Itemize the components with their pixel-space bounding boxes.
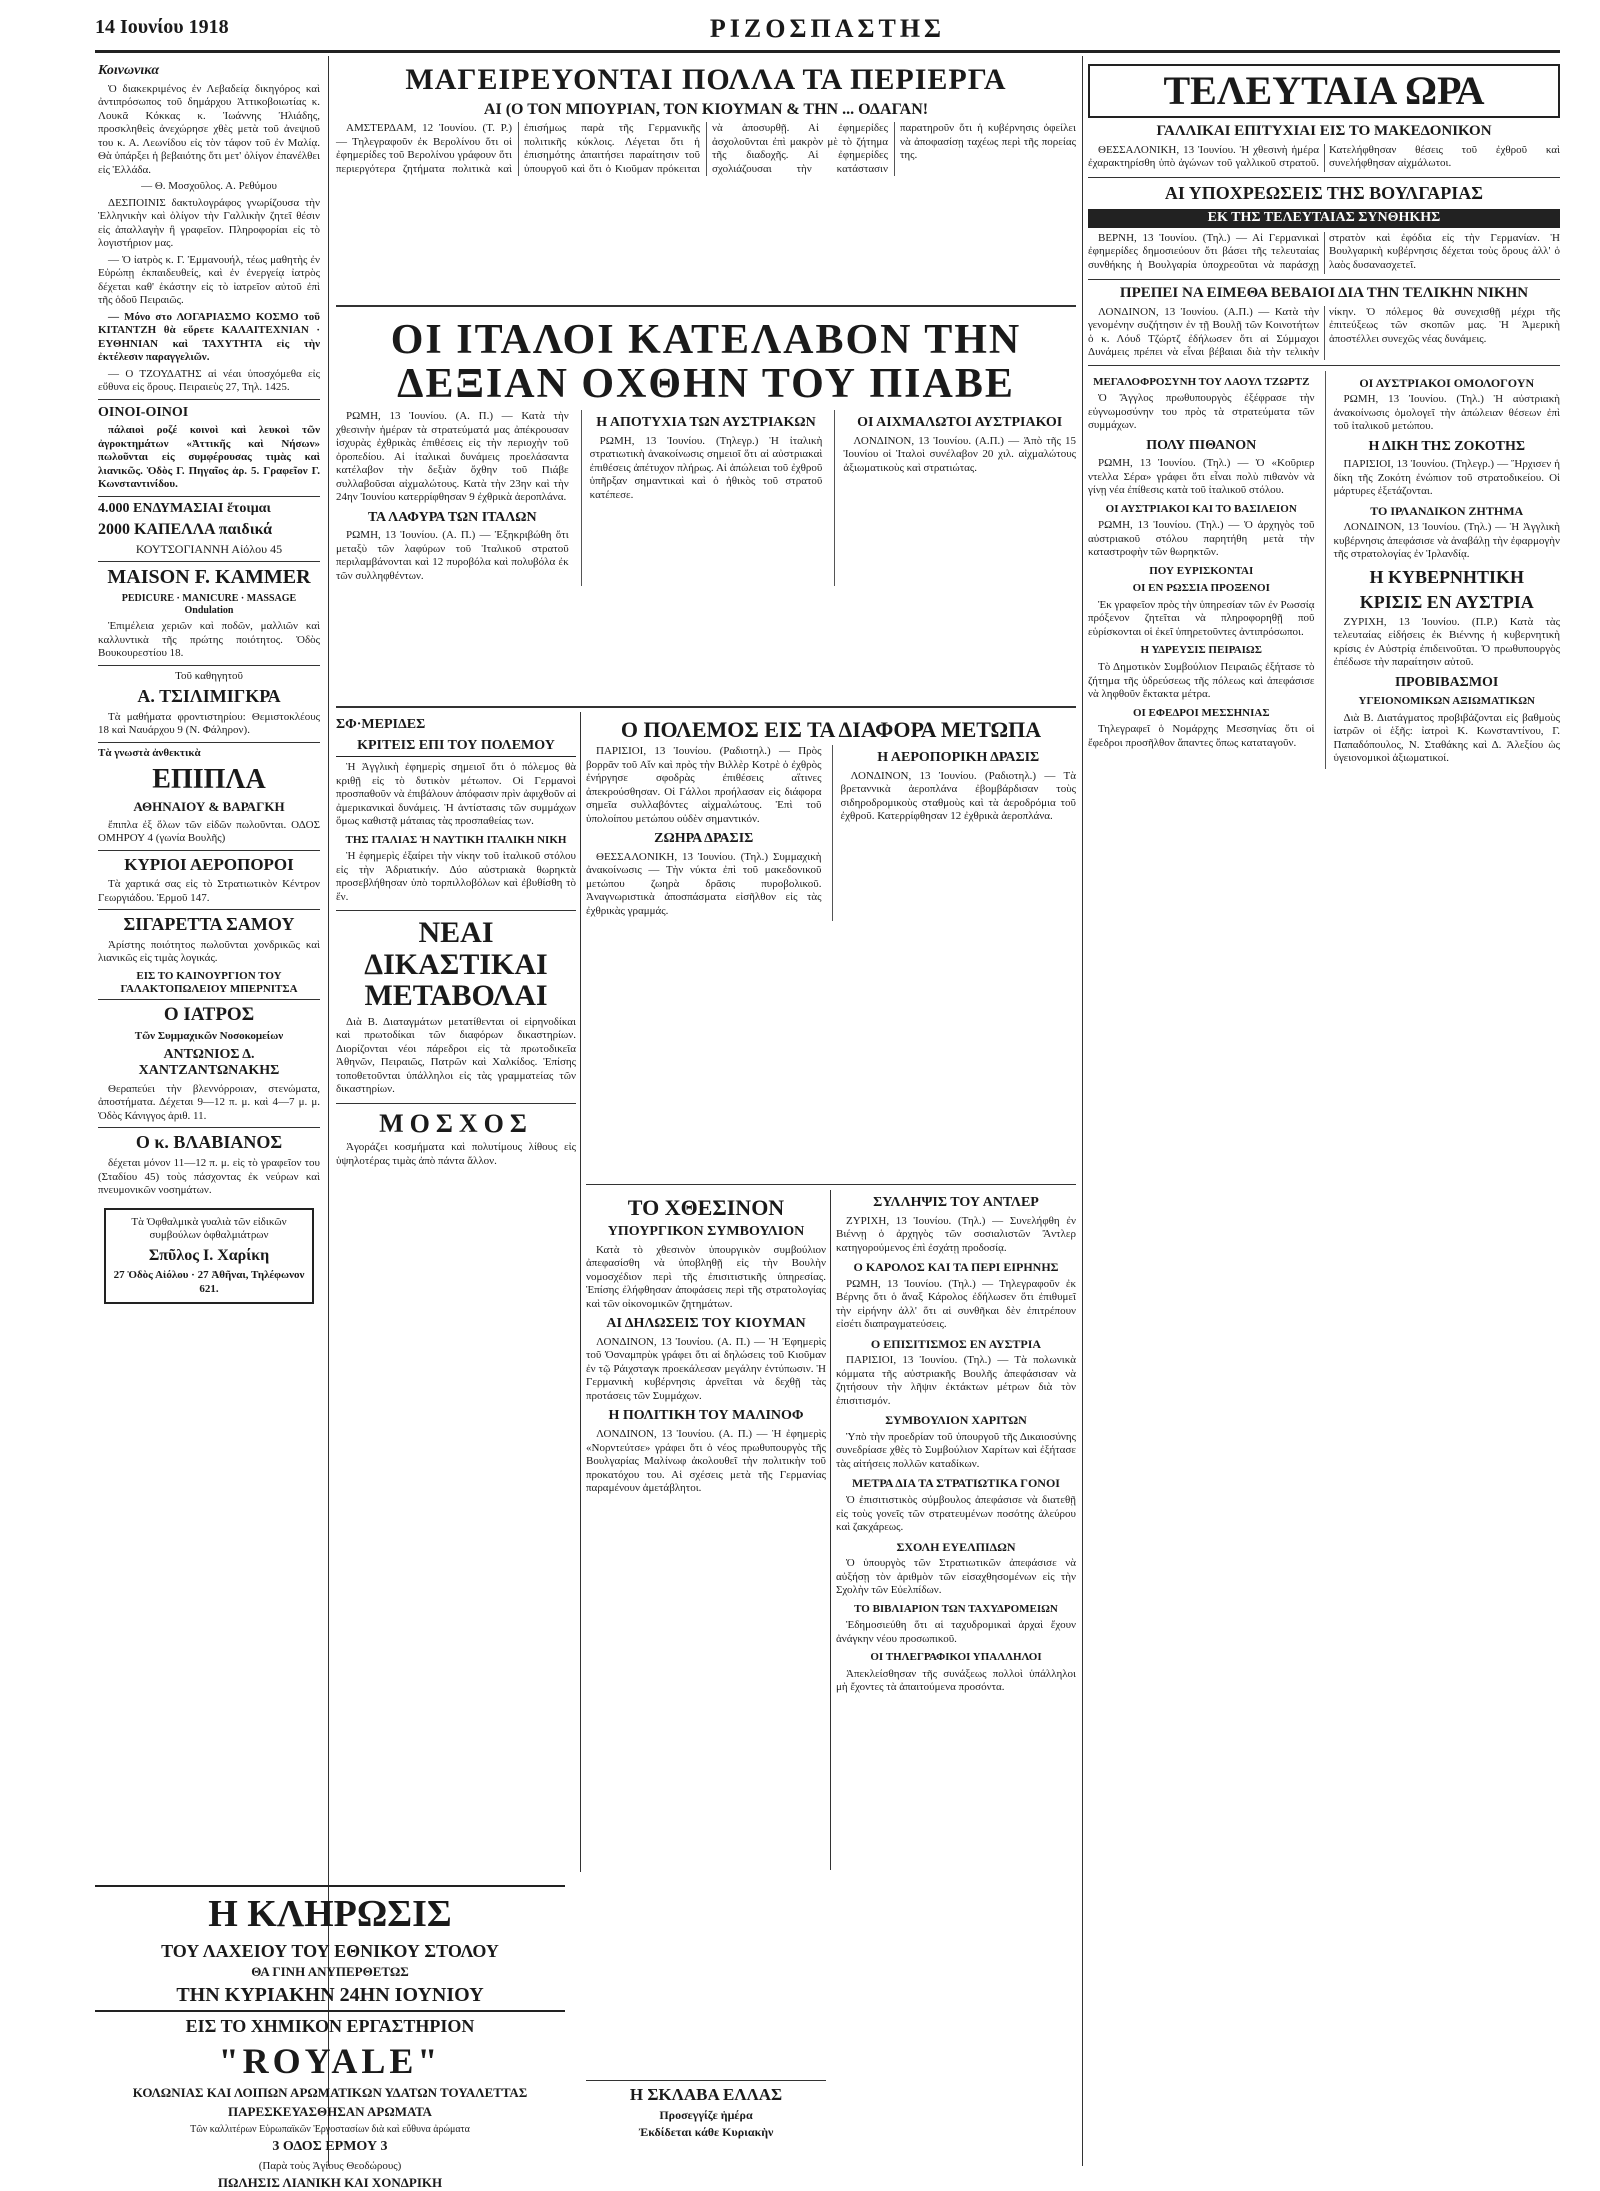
royale-line2: ΠΑΡΕΣΚΕΥΑΣΘΗΣΑΝ ΑΡΩΜΑΤΑ: [228, 2104, 432, 2120]
loot-text: ΡΩΜΗ, 13 Ἰουνίου. (Α. Π.) — Ἐξηκριβώθη ὅτι μεταξὺ τῶν λαφύρων τοῦ Ἰταλικοῦ στρατοῦ περιλαμβάνονται καὶ 12 πυροβόλα καὶ πολυβόλα ἐκ τῶν συλληφθέντων.: [336, 529, 569, 582]
kitantzis-ad: — Μόνο στο ΛΟΓΑΡΙΑΣΜΟ ΚΟΣΜΟ τοῦ ΚΙΤΑΝΤΖΗ θὰ εὕρετε ΚΑΛΑΙΤΕΧΝΙΑΝ · ΕΥΘΗΝΙΑΝ καὶ ΤΑΧΥΤΗΤΑ εἰς τὴν ἐκτέλεσιν παραγγελιῶν.: [98, 310, 320, 364]
aviators-text: Τὰ χαρτικά σας εἰς τὸ Στρατιωτικὸν Κέντρον Γεωργιάδου. Ἑρμοῦ 147.: [98, 878, 320, 904]
piraeus-heading: Η ΥΔΡΕΥΣΙΣ ΠΕΙΡΑΙΩΣ: [1140, 644, 1262, 657]
arrest-text: ΖΥΡΙΧΗ, 13 Ἰουνίου. (Τηλ.) — Συνελήφθη ἐν Βιέννῃ ὁ ἀρχηγὸς τῶν σοσιαλιστῶν Ἄντλερ κατηγορούμενος ἐπὶ ἐσχάτῃ προδοσίᾳ.: [836, 1214, 1076, 1254]
piave-col3: [834, 410, 1076, 586]
food-austria-heading: Ο ΕΠΙΣΙΤΙΣΜΟΣ ΕΝ ΑΥΣΤΡΙΑ: [870, 1336, 1042, 1351]
optician-box: [104, 1208, 314, 1304]
article-mageirevontai: [336, 58, 1076, 303]
article-war-fronts: [586, 712, 1076, 1182]
royale-line1: ΚΟΛΩΝΙΑΣ ΚΑΙ ΛΟΙΠΩΝ ΑΡΩΜΑΤΙΚΩΝ ΥΔΑΤΩΝ ΤΟΥΑΛΕΤΤΑΣ: [132, 2085, 528, 2101]
cigarette-text: Ἀρίστης ποιότητος πωλοῦνται χονδρικῶς καὶ λιανικῶς εἰς τιμὰς λογικάς.: [98, 938, 320, 965]
middle-right-right-column: [836, 1190, 1076, 2166]
criticism-heading: ΚΡΙΤΕΙΣ ΕΠΙ ΤΟΥ ΠΟΛΕΜΟΥ: [336, 739, 576, 758]
mosxos-text: Ἀγοράζει κοσμήματα καὶ πολυτίμους λίθους εἰς ὑψηλοτέρας τιμὰς ἀπὸ πάντα ἄλλον.: [336, 1141, 576, 1167]
royale-line4: 3 ΟΔΟΣ ΕΡΜΟΥ 3: [272, 2139, 388, 2155]
column-rule: [830, 1190, 831, 1870]
kammer-sub: PEDICURE · MANICURE · MASSAGE Ondulation: [121, 593, 297, 616]
gallic-text: ΘΕΣΣΑΛΟΝΙΚΗ, 13 Ἰουνίου. Ἡ χθεσινὴ ἡμέρα ἐχαρακτηρίσθη ὑπὸ ἀγώνων τοῦ γαλλικοῦ στρατοῦ. Κατελήφθησαν θέσεις τοῦ ἐχθροῦ καὶ συνελήφθησαν αἰχμάλωτοι.: [1088, 143, 1560, 170]
prisoners-text: ΛΟΝΔΙΝΟΝ, 13 Ἰουνίου. (Α.Π.) — Ἀπὸ τῆς 15 Ἰουνίου οἱ Ἰταλοὶ συνέλαβον 20 χιλ. αἰχμαλώτους ἀξιωματικοὺς καὶ στρατιώτας.: [843, 434, 1077, 474]
section-rule: [98, 999, 320, 1000]
bulgaria-sub: ΕΚ ΤΗΣ ΤΕΛΕΥΤΑΙΑΣ ΣΥΝΘΗΚΗΣ: [1088, 209, 1560, 228]
section-rule: [98, 1127, 320, 1128]
russia-heading: ΠΟΥ ΕΥΡΙΣΚΟΝΤΑΙ: [1149, 564, 1254, 577]
royale-ad: [95, 2010, 565, 2191]
gallic-heading: ΓΑΛΛΙΚΑΙ ΕΠΙΤΥΧΙΑΙ ΕΙΣ ΤΟ ΜΑΚΕΔΟΝΙΚΟΝ: [1156, 123, 1492, 139]
clothes-ad-line2: 2000 ΚΑΠΕΛΛΑ παιδικά: [98, 520, 272, 538]
vlavianos-text: δέχεται μόνον 11—12 π. μ. εἰς τὸ γραφεῖον του (Σταδίου 45) τοὺς πάσχοντας ἐκ νεύρων καὶ πνευμονικῶν νοσημάτων.: [98, 1157, 320, 1197]
wine-text: πάλαιοὶ ροζέ κοινοὶ καὶ λευκοὶ τῶν ἀγροκτημάτων «Ἀττικῆς καὶ Νήσων» πωλοῦνται εἰς συμφέρουσας τιμὰς καὶ λιανικῶς. Ὁδὸς Γ. Πηγαῖος ἀρ. 5. Γραφεῖον Γ. Κωνσταντινίδου.: [98, 424, 320, 491]
kiouman-text: ΛΟΝΔΙΝΟΝ, 13 Ἰουνίου. (Α. Π.) — Ἡ Ἐφημερὶς τοῦ Ὀσναμπρὺκ γράφει ὅτι αἱ δηλώσεις τοῦ Κιοῦμαν ἐν τῷ Ράιχσταγκ προεκάλεσαν μεγάλην ἐντύπωσιν. Ἡ Γερμανικὴ κυβέρνησις ἀρνεῖται νὰ δεχθῇ τὰς προτάσεις τῶν Συμμάχων.: [586, 1335, 826, 1402]
messenia-text: Τηλεγραφεῖ ὁ Νομάρχης Μεσσηνίας ὅτι οἱ ἔφεδροι προσῆλθον ἅπαντες ὅπως καταταγοῦν.: [1088, 723, 1315, 749]
lottery-line4: ΤΗΝ ΚΥΡΙΑΚΗΝ 24ΗΝ ΙΟΥΝΙΟΥ: [176, 1984, 484, 2007]
bulgaria-heading: ΑΙ ΥΠΟΧΡΕΩΣΕΙΣ ΤΗΣ ΒΟΥΛΓΑΡΙΑΣ: [1164, 183, 1484, 204]
zohra-heading: ΖΩΗΡΑ ΔΡΑΣΙΣ: [654, 831, 754, 847]
austrian-admit-heading: ΟΙ ΑΥΣΤΡΙΑΚΟΙ ΟΜΟΛΟΓΟΥΝ: [1359, 375, 1535, 390]
promotions-sub: ΥΓΕΙΟΝΟΜΙΚΩΝ ΑΞΙΩΜΑΤΙΚΩΝ: [1358, 695, 1535, 708]
victory-heading: ΠΡΕΠΕΙ ΝΑ ΕΙΜΕΘΑ ΒΕΒΑΙΟΙ ΔΙΑ ΤΗΝ ΤΕΛΙΚΗΝ ΝΙΚΗΝ: [1119, 284, 1529, 301]
section-rule: [336, 910, 576, 911]
last-hour-banner: ΤΕΛΕΥΤΑΙΑ ΩΡΑ: [1088, 64, 1560, 118]
naval-heading: ΤΗΣ ΙΤΑΛΙΑΣ Ἡ ΝΑΥΤΙΚΗ ΙΤΑΛΙΚΗ ΝΙΚΗ: [345, 833, 567, 846]
section-rule: [98, 909, 320, 910]
crisis-heading: Η ΚΥΒΕΡΝΗΤΙΚΗ: [1369, 566, 1525, 587]
evelpidon-heading: ΣΧΟΛΗ ΕΥΕΛΠΙΔΩΝ: [896, 1539, 1016, 1554]
blaise-text: ΡΩΜΗ, 13 Ἰουνίου. (Τηλ.) — Ὁ ἀρχηγὸς τοῦ αὐστριακοῦ στόλου παρητήθη μετὰ τὴν καταστροφὴν τῶν θωρηκτῶν.: [1088, 519, 1315, 559]
arrest-heading: ΣΥΛΛΗΨΙΣ ΤΟΥ ΑΝΤΛΕΡ: [873, 1195, 1039, 1210]
air-action-text: ΛΟΝΔΙΝΟΝ, 13 Ἰουνίου. (Ραδιοτηλ.) — Τὰ βρεταννικὰ ἀεροπλάνα ἐβομβάρδισαν τοὺς σιδηροδρομικοὺς σταθμοὺς καὶ τὰ ἀεροδρόμια τοῦ ἐχθροῦ. Κατερρίφθησαν 12 ἐχθρικὰ ἀεροπλάνα.: [840, 769, 1076, 823]
furniture-heading: ΕΠΙΠΛΑ: [152, 763, 266, 795]
war-fronts-text: ΠΑΡΙΣΙΟΙ, 13 Ἰουνίου. (Ραδιοτηλ.) — Πρὸς βορρᾶν τοῦ Αἴν καὶ πρὸς τὴν Βιλλὲρ Κοτρὲ ὁ ἐχθρὸς ἐνήργησε σφοδρὰς ἐπιθέσεις αἵτινες ἀπεκρούσθησαν. Οἱ Γάλλοι προήλασαν εἰς διάφορα σημεῖα συλλαβόντες αἰχμαλώτους. Ἐπὶ τοῦ ὑπολοίπου μετώπου οὐδὲν σημαντικόν.: [586, 745, 822, 825]
skalava-heading: Η ΣΚΛΑΒΑ ΕΛΛΑΣ: [629, 2085, 783, 2104]
malinoff-heading: Η ΠΟΛΙΤΙΚΗ ΤΟΥ ΜΑΛΙΝΟΦ: [608, 1408, 804, 1424]
tachydromeion-heading: ΤΟ ΒΙΒΛΙΑΡΙΟΝ ΤΩΝ ΤΑΧΥΔΡΟΜΕΙΩΝ: [854, 1602, 1058, 1615]
mosxos-heading: ΜΟΣΧΟΣ: [379, 1108, 533, 1138]
russia-text: Ἐκ γραφεῖον πρὸς τὴν ὑπηρεσίαν τῶν ἐν Ρωσσίᾳ πρόξενον ζητεῖται νὰ πληροφορηθῇ ποῦ εὑρίσκονται οἱ ἐκεῖ ὑπηρετοῦντες ἀντιπρόσωποι.: [1088, 598, 1315, 638]
air-action-heading: Η ΑΕΡΟΠΟΡΙΚΗ ΔΡΑΣΙΣ: [877, 750, 1040, 766]
section-rule: [98, 665, 320, 666]
section-rule: [336, 706, 1076, 708]
section-rule: [1088, 365, 1560, 366]
section-rule: [98, 496, 320, 497]
gonoi-text: Ὁ ἐπισιτιστικὸς σύμβουλος ἀπεφάσισε νὰ διατεθῇ εἰς τοὺς γονεῖς τῶν στρατευμένων ποσότης ἀλεύρου καὶ ζακχάρεως.: [836, 1494, 1076, 1534]
bulgaria-text: ΒΕΡΝΗ, 13 Ἰουνίου. (Τηλ.) — Αἱ Γερμανικαὶ ἐφημερίδες δημοσιεύουν ὅτι βάσει τῆς τελευταίας συνθήκης ἡ Βουλγαρία ὑποχρεοῦται νὰ παράσχῃ στρατὸν καὶ ἐφόδια εἰς τὴν Γερμανίαν. Ἡ Βουλγαρικὴ κυβέρνησις δέχεται τοὺς ὅρους ἀλλ' ὁ λαὸς δυσανασχετεῖ.: [1088, 231, 1560, 271]
masthead: [95, 14, 1560, 53]
vlavianos-heading: Ο κ. ΒΛΑΒΙΑΝΟΣ: [135, 1132, 283, 1153]
section-rule: [1088, 279, 1560, 280]
optician-text: Τὰ Ὀφθαλμικὰ γυαλιὰ τῶν εἰδικῶν συμβούλων ὀφθαλμιάτρων: [131, 1215, 287, 1242]
piraeus-text: Τὸ Δημοτικὸν Συμβούλιον Πειραιῶς ἐξήτασε τὸ ζήτημα τῆς ὑδρεύσεως τῆς πόλεως καὶ ἀπεφάσισε νὰ ληφθοῦν ἔκτακτα μέτρα.: [1088, 661, 1315, 700]
mageirevontai-subheading: ΑΙ (Ο ΤΟΝ ΜΠΟΥΡΙΑΝ, ΤΟΝ ΚΙΟΥΜΑΝ & ΤΗΝ ... ΟΔΑΓΑΝ!: [483, 100, 929, 118]
piave-col2: [581, 410, 823, 586]
zokoti-heading: Η ΔΙΚΗ ΤΗΣ ΖΟΚΟΤΗΣ: [1368, 438, 1526, 454]
lottery-title: Η ΚΛΗΡΩΣΙΣ: [208, 1893, 452, 1935]
column-rule: [328, 56, 329, 2166]
skalava-note: Ἐκδίδεται κάθε Κυριακὴν: [638, 2125, 774, 2140]
lloyd-text: Ὁ Ἄγγλος πρωθυπουργὸς ἐξέφρασε τὴν εὐγνωμοσύνην του πρὸς τὰ στρατεύματα τῶν συμμάχων.: [1088, 392, 1315, 432]
section-rule: [98, 742, 320, 743]
despotis-ad: ΔΕΣΠΟΙΝΙΣ δακτυλογράφος γνωρίζουσα τὴν Ἑλληνικὴν καὶ ὀλίγον τὴν Γαλλικὴν ζητεῖ θέσιν εἰς ἀπαλλαγὴν ἢ γραφεῖον. Πληροφορίαι εἰς τὸ λογιστήριον μας.: [98, 196, 320, 250]
austrian-admit-text: ΡΩΜΗ, 13 Ἰουνίου. (Τηλ.) Ἡ αὐστριακὴ ἀνακοίνωσις ὁμολογεῖ τὴν ἀπώλειαν θέσεων ἐπὶ τοῦ ἰταλικοῦ μετώπου.: [1333, 393, 1560, 433]
iatros-sub: Τῶν Συμμαχικῶν Νοσοκομείων: [134, 1030, 284, 1043]
piave-heading: ΟΙ ΙΤΑΛΟΙ ΚΑΤΕΛΑΒΟΝ ΤΗΝ ΔΕΞΙΑΝ ΟΧΘΗΝ ΤΟΥ ΠΙΑΒΕ: [390, 317, 1022, 408]
tsilimigkra-text: Τὰ μαθήματα φροντιστηρίου: Θεμιστοκλέους 18 καὶ Ναυάρχου 9 (Ν. Φάληρον).: [98, 710, 320, 737]
dairy-heading: ΕΙΣ ΤΟ ΚΑΙΝΟΥΡΓΙΟΝ ΤΟΥ ΓΑΛΑΚΤΟΠΩΛΕΙΟΥ ΜΠΕΡΝΙΤΣΑ: [120, 969, 298, 995]
aviators-heading: ΚΥΡΙΟΙ ΑΕΡΟΠΟΡΟΙ: [124, 854, 294, 874]
malinoff-text: ΛΟΝΔΙΝΟΝ, 13 Ἰουνίου. (Α. Π.) — Ἡ ἐφημερὶς «Νορντεύτσε» γράφει ὅτι ὁ νέος πρωθυπουργὸς τῆς Βουλγαρίας Μαλίνωφ ἀκολουθεῖ τὴν πολιτικὴν τοῦ προκατόχου του. Αἱ σχέσεις μετὰ τῆς Γερμανίας παραμένουν ἀμετάβλητοι.: [586, 1428, 826, 1495]
piave-text: ΡΩΜΗ, 13 Ἰουνίου. (Α. Π.) — Κατὰ τὴν χθεσινὴν ἡμέραν τὰ στρατεύματά μας ἀπέκρουσαν ἰσχυρὰς ἐχθρικὰς ἐπιθέσεις εἰς τὴν περιοχὴν τοῦ ὀροπεδίου. Αἱ ἰταλικαὶ δυνάμεις προελάσαντα κατέλαβον τὴν δεξιὰν ὄχθην τοῦ Πιάβε συλλαβοῦσαι αἰχμαλώτους. Κατὰ τὴν 23ην καὶ τὴν 24ην Ἰουνίου κατερρίφθησαν 9 ἐχθρικὰ ἀεροπλάνα.: [336, 410, 569, 504]
loot-heading: ΤΑ ΛΑΦΥΡΑ ΤΩΝ ΙΤΑΛΩΝ: [368, 509, 537, 525]
right-lower-left: [1088, 371, 1315, 769]
lloyd-heading: ΜΕΓΑΛΟΦΡΟΣΥΝΗ ΤΟΥ ΛΑΟΥΛ ΤΖΩΡΤΖ: [1093, 375, 1310, 388]
iatros-name: ΑΝΤΩΝΙΟΣ Δ. ΧΑΝΤΖΑΝΤΩΝΑΚΗΣ: [138, 1046, 280, 1078]
kiouman-heading: ΑΙ ΔΗΛΩΣΕΙΣ ΤΟΥ ΚΙΟΥΜΑΝ: [606, 1316, 806, 1332]
crisis-sub: ΚΡΙΣΙΣ ΕΝ ΑΥΣΤΡΙΑ: [1359, 591, 1534, 612]
fleet-text: ΡΩΜΗ, 13 Ἰουνίου. (Τηλ.) — Ὁ «Κοῦριερ ντελλα Σέρα» γράφει ὅτι εἶναι πολὺ πιθανὸν νὰ γίνῃ νέα ἐπίθεσις κατὰ τοῦ ἰταλικοῦ στόλου.: [1088, 457, 1315, 497]
lottery-line3: ΘΑ ΓΙΝΗ ΑΝΥΠΕΡΘΕΤΩΣ: [251, 1964, 409, 1980]
wine-heading: ΟΙΝΟΙ-ΟΙΝΟΙ: [98, 404, 189, 420]
food-austria-text: ΠΑΡΙΣΙΟΙ, 13 Ἰουνίου. (Τηλ.) — Τὰ πολωνικὰ κόμματα τῆς αὐστριακῆς Βουλῆς ἀπεφάσισαν νὰ ζητήσουν τὴν λῆψιν ἐκτάκτων μέτρων διὰ τὸν ἐπισιτισμόν.: [836, 1354, 1076, 1407]
gonoi-heading: ΜΕΤΡΑ ΔΙΑ ΤΑ ΣΤΡΑΤΙΩΤΙΚΑ ΓΟΝΟΙ: [852, 1476, 1060, 1491]
hthesinon-heading: ΤΟ ΧΘΕΣΙΝΟΝ: [627, 1195, 785, 1220]
iatros-text: Θεραπεύει τὴν βλεννόρροιαν, στενώματα, ἀποστήματα. Δέχεται 9—12 π. μ. καὶ 4—7 μ. μ. Ὁδὸς Κάνιγγος ἀριθ. 11.: [98, 1082, 320, 1122]
promotions-heading: ΠΡΟΒΙΒΑΣΜΟΙ: [1395, 674, 1499, 690]
column-rule: [1082, 56, 1083, 2166]
fleet-heading: ΠΟΛΥ ΠΙΘΑΝΟΝ: [1146, 437, 1257, 453]
koinonika-signature: — Θ. Μοσχοῦλος. Α. Ρεθύμου: [141, 180, 277, 193]
section-rule: [98, 850, 320, 851]
promotions-text: Διὰ Β. Διατάγματος προβιβάζονται εἰς βαθμοὺς ἰατρῶν οἱ ἑξῆς: ἰατροὶ Κ. Κωνσταντίνου, Γ. Παπαδόπουλος, Ν. Σταθάκης καὶ Δ. Ἀλεξίου ὡς ὑγειονομικοὶ ἀξιωματικοί.: [1333, 711, 1560, 765]
middle-right-left-column: [586, 1190, 826, 1870]
doctor-notice: — Ὁ ἰατρὸς κ. Γ. Ἐμμανουήλ, τέως μαθητὴς ἐν Εὐρώπῃ ἐκπαιδευθείς, καὶ ἐν ἐνεργείᾳ ἰατρὸς δέχεται καθ' ἑκάστην εἰς τὸ ἰατρεῖον αὐτοῦ ἐπὶ τῆς ὁδοῦ Πειραιῶς.: [98, 253, 320, 307]
cigarette-heading: ΣΙΓΑΡΕΤΤΑ ΣΑΜΟΥ: [123, 914, 295, 935]
criticism-text: Ἡ Ἀγγλικὴ ἐφημερὶς σημειοῖ ὅτι ὁ πόλεμος θὰ κριθῇ εἰς τὸ δυτικὸν μέτωπον. Οἱ Γερμανοὶ προσπαθοῦν νὰ ἐπιβάλουν ἀπόφασιν πρὶν ἀφιχθοῦν αἱ ἀμερικανικαὶ δυνάμεις. Ἡ ἀντίστασις τῶν συμμάχων ὅμως καθιστᾷ μάταιας τὰς προσπαθείας των.: [336, 761, 576, 828]
karol-text: ΡΩΜΗ, 13 Ἰουνίου. (Τηλ.) — Τηλεγραφοῦν ἐκ Βέρνης ὅτι ὁ ἄναξ Κάρολος ἐδήλωσεν ὅτι ἐπιθυμεῖ τὴν εἰρήνην ἀλλ' ὅτι αἱ συνθῆκαι δὲν ἐπιτρέπουν εἰσέτι διαπραγματεύσεις.: [836, 1277, 1076, 1331]
naval-text: Ἡ ἐφημερὶς ἐξαίρει τὴν νίκην τοῦ ἰταλικοῦ στόλου εἰς τὴν Ἀδριατικήν. Δύο αὐστριακὰ θωρηκτὰ προσεβλήθησαν ὑπὸ τορπιλλοβόλων καὶ ἐβυθίσθη τὸ ἕν.: [336, 850, 576, 903]
iatros-heading: Ο ΙΑΤΡΟΣ: [163, 1004, 255, 1026]
evelpidon-text: Ὁ ὑπουργὸς τῶν Στρατιωτικῶν ἀπεφάσισε νὰ αὐξήσῃ τὸν ἀριθμὸν τῶν εἰσαχθησομένων εἰς τὴν Σχολὴν τῶν Εὐελπίδων.: [836, 1557, 1076, 1597]
war-fronts-col1: [586, 745, 822, 921]
lottery-line2: ΤΟΥ ΛΑΧΕΙΟΥ ΤΟΥ ΕΘΝΙΚΟΥ ΣΤΟΛΟΥ: [161, 1940, 499, 1961]
right-column: [1088, 58, 1560, 2166]
optician-name: Σπῦλος Ι. Χαρίκη: [148, 1246, 270, 1264]
blaise-heading: ΟΙ ΑΥΣΤΡΙΑΚΟΙ ΚΑΙ ΤΟ ΒΑΣΙΛΕΙΟΝ: [1105, 502, 1297, 515]
royale-name: "ROYALE": [218, 2040, 442, 2081]
koinonika-heading: Κοινωνικα: [98, 63, 160, 78]
section-rule: [98, 561, 320, 562]
section-rule: [98, 399, 320, 400]
symvoulion-text: Ὑπὸ τὴν προεδρίαν τοῦ ὑπουργοῦ τῆς Δικαιοσύνης συνεδρίασε χθὲς τὸ Συμβούλιον Χαρίτων καὶ ἐξήτασε τὰς αἰτήσεις πολλῶν καταδίκων.: [836, 1430, 1076, 1470]
koinonika-text: Ὁ διακεκριμένος ἐν Λεβαδείᾳ δικηγόρος καὶ ἀντιπρόσωπος τοῦ δημάρχου Ἀττικοβοιωτίας κ. Λουκᾶ Κόκκας κ. Ἰωάννης Ἠλιάδης, προσκληθεὶς ἀνεχώρησε χθὲς μετὰ τοῦ ἀνεψιοῦ του κ. Α. Λεωνίδου εἰς τὸν τάφον τοῦ ἐν Μαλίᾳ. Θὰ ὑπάρξει ἡ βεβαιότης ὅτι μετ' ὀλίγον ἐπανέλθει εἰς Ἑλλάδα.: [98, 82, 320, 176]
telegraph-text: Ἀπεκλείσθησαν τῆς συνάξεως πολλοὶ ὑπάλληλοι μὴ ἔχοντες τὰ ἀπαιτούμενα προσόντα.: [836, 1667, 1076, 1694]
zokoti-text: ΠΑΡΙΣΙΟΙ, 13 Ἰουνίου. (Τηλεγρ.) — Ἤρχισεν ἡ δίκη τῆς Ζοκότη ἐνώπιον τοῦ στρατοδικείου. Οἱ μάρτυρες ἐξετάζονται.: [1333, 458, 1560, 498]
russia-sub: ΟΙ ΕΝ ΡΩΣΣΙΑ ΠΡΟΞΕΝΟΙ: [1132, 582, 1270, 595]
royale-line6: ΠΩΛΗΣΙΣ ΛΙΑΝΙΚΗ ΚΑΙ ΧΟΝΔΡΙΚΗ: [217, 2175, 443, 2191]
clothes-ad-line3: ΚΟΥΤΣΟΓΙΑΝΝΗ Αἰόλου 45: [135, 542, 283, 557]
column-rule: [580, 712, 581, 1872]
section-rule: [1088, 177, 1560, 178]
middle-left-column: [336, 712, 576, 1872]
austrian-failure-heading: Η ΑΠΟΤΥΧΙΑ ΤΩΝ ΑΥΣΤΡΙΑΚΩΝ: [596, 415, 816, 431]
irish-heading: ΤΟ ΙΡΛΑΝΔΙΚΟΝ ΖΗΤΗΜΑ: [1370, 503, 1524, 518]
clothes-ad-line1: 4.000 ΕΝΔΥΜΑΣΙΑΙ ἕτοιμαι: [98, 500, 271, 516]
irish-text: ΛΟΝΔΙΝΟΝ, 13 Ἰουνίου. (Τηλ.) — Ἡ Ἀγγλικὴ κυβέρνησις ἀπεφάσισε νὰ ἀναβάλῃ τὴν ἐφαρμογὴν τῆς στρατολογίας ἐν Ἰρλανδίᾳ.: [1333, 521, 1560, 561]
symvoulion-heading: ΣΥΜΒΟΥΛΙΟΝ ΧΑΡΙΤΩΝ: [885, 1413, 1027, 1428]
tsilimigkra-pre: Τοῦ καθηγητοῦ: [175, 669, 243, 682]
tzoudatis-ad: — Ο ΤΖΟΥΔΑΤΗΣ αἱ νέαι ὑποσχόμεθα εἰς εὔθυνα εἰς ὅρους. Πειραιεὺς 27, Τηλ. 1425.: [98, 367, 320, 394]
lottery-ad: [95, 1885, 565, 2007]
karol-heading: Ο ΚΑΡΟΛΟΣ ΚΑΙ ΤΑ ΠΕΡΙ ΕΙΡΗΝΗΣ: [853, 1260, 1059, 1275]
section-rule: [336, 305, 1076, 307]
merides-heading: ΣΦ·ΜΕΡΙΔΕΣ: [336, 717, 426, 732]
judicial-heading: ΝΕΑΙ ΔΙΚΑΣΤΙΚΑΙ ΜΕΤΑΒΟΛΑΙ: [364, 916, 548, 1013]
optician-address: 27 Ὁδὸς Αἰόλου · 27 Ἀθῆναι, Τηλέφωνον 621.: [113, 1269, 305, 1295]
skalava-ellas-ad: [586, 2080, 826, 2167]
war-fronts-heading: Ο ΠΟΛΕΜΟΣ ΕΙΣ ΤΑ ΔΙΑΦΟΡΑ ΜΕΤΩΠΑ: [620, 717, 1042, 742]
hthesinon-text: Κατὰ τὸ χθεσινὸν ὑπουργικὸν συμβούλιον ἀπεφασίσθη νὰ ὑποβληθῇ εἰς τὴν Βουλὴν νομοσχέδιον περὶ τῆς ἐπισιτιστικῆς ὑπηρεσίας. Ἐπίσης ἐλήφθησαν ἀποφάσεις περὶ τῆς στρατολογίας καὶ τῶν οἰκονομικῶν ζητημάτων.: [586, 1243, 826, 1310]
right-lower-right: [1325, 371, 1561, 769]
zohra-text: ΘΕΣΣΑΛΟΝΙΚΗ, 13 Ἰουνίου. (Τηλ.) Συμμαχικὴ ἀνακοίνωσις — Τὴν νύκτα ἐπὶ τοῦ μακεδονικοῦ μετώπου ζωηρὰ δρᾶσις πυροβολικοῦ. Ἀναγνωριστικὰ ἀποσπάσματα εἰσῆλθον εἰς τὰς ἐχθρικὰς γραμμάς.: [586, 850, 822, 917]
royale-pre: ΕΙΣ ΤΟ ΧΗΜΙΚΟΝ ΕΡΓΑΣΤΗΡΙΟΝ: [185, 2016, 475, 2036]
austrian-failure-text: ΡΩΜΗ, 13 Ἰουνίου. (Τηλεγρ.) Ἡ ἰταλικὴ στρατιωτικὴ ἀνακοίνωσις σημειοῖ ὅτι αἱ αὐστριακαὶ ἐπιθέσεις ἀπέτυχον πλήρως. Αἱ ἀπώλειαι τοῦ ἐχθροῦ ὑπῆρξαν σημαντικαὶ καὶ ὁ ἠθικὸς τοῦ στρατοῦ κατέπεσε.: [589, 434, 823, 501]
left-column: [98, 58, 320, 2166]
right-lower-split: [1088, 371, 1560, 769]
skalava-sub: Προσεγγίζε ἡμέρα: [659, 2107, 753, 2122]
judicial-text: Διὰ Β. Διαταγμάτων μετατίθενται οἱ εἰρηνοδίκαι καὶ πρωτοδίκαι τῶν διαφόρων δικαστηρίων. Διορίζονται νέοι πάρεδροι εἰς τὰ πρωτοδικεῖα Ἀθηνῶν, Πειραιῶς, Πατρῶν καὶ Χαλκίδος. Ἐπίσης τοποθετοῦνται ὑπάλληλοι εἰς τὰς γραμματείας τῶν δικαστηρίων.: [336, 1015, 576, 1096]
victory-text: ΛΟΝΔΙΝΟΝ, 13 Ἰουνίου. (Α.Π.) — Κατὰ τὴν γενομένην συζήτησιν ἐν τῇ Βουλῇ τῶν Κοινοτήτων ὁ κ. Λόυδ Τζώρτζ ἐδήλωσεν ὅτι αἱ Σύμμαχοι Δυνάμεις πρέπει νὰ εἶναι βέβαιαι διὰ τὴν τελικὴν νίκην. Ὁ πόλεμος θὰ συνεχισθῇ μέχρι τῆς ἐπιτεύξεως τῶν σκοπῶν μας. Ἡ Ἀμερικὴ ἀποστέλλει συνεχῶς νέας δυνάμεις.: [1088, 305, 1560, 359]
war-fronts-col2: [832, 745, 1077, 921]
prisoners-heading: ΟΙ ΑΙΧΜΑΛΩΤΟΙ ΑΥΣΤΡΙΑΚΟΙ: [857, 415, 1063, 431]
messenia-heading: ΟΙ ΕΦΕΔΡΟΙ ΜΕΣΣΗΝΙΑΣ: [1132, 706, 1270, 719]
furniture-pre: Τὰ γνωστὰ ἀνθεκτικὰ: [98, 746, 201, 759]
furniture-text: ἔπιπλα ἐξ ὅλων τῶν εἰδῶν πωλοῦνται. ΟΔΟΣ ΟΜΗΡΟΥ 4 (γωνία Βουλῆς): [98, 818, 320, 845]
crisis-text: ΖΥΡΙΧΗ, 13 Ἰουνίου. (Π.Ρ.) Κατὰ τὰς τελευταίας εἰδήσεις ἐκ Βιέννης ἡ κυβερνητικὴ κρίσις ἐν Αὐστρίᾳ ἐπιδεινοῦται. Ὁ πρωθυπουργὸς ἐπέδωσε τὴν παραίτησιν αὐτοῦ.: [1333, 615, 1560, 669]
piave-col1: [336, 410, 569, 586]
royale-line3: Τῶν καλλιτέρων Εὐρωπαϊκῶν Ἐργοστασίων διὰ καὶ εὔθυνα ἀρώματα: [190, 2123, 470, 2135]
kammer-text: Ἐπιμέλεια χεριῶν καὶ ποδῶν, μαλλιῶν καὶ καλλυντικὰ τῆς πρώτης ποιότητος. Ὁδὸς Βουκουρεστίου 18.: [98, 620, 320, 660]
masthead-title: ΡΙΖΟΣΠΑΣΤΗΣ: [709, 14, 946, 43]
telegraph-heading: ΟΙ ΤΗΛΕΓΡΑΦΙΚΟΙ ΥΠΑΛΛΗΛΟΙ: [870, 1651, 1042, 1664]
tachydromeion-text: Ἐδημοσιεύθη ὅτι αἱ ταχυδρομικαὶ ἀρχαὶ ἔχουν ἀνάγκην νέου προσωπικοῦ.: [836, 1619, 1076, 1645]
furniture-makers: ΑΘΗΝΑΙΟΥ & ΒΑΡΑΓΚΗ: [133, 798, 285, 814]
royale-line5: (Παρὰ τοὺς Ἁγίους Θεοδώρους): [258, 2159, 402, 2172]
section-rule: [336, 1103, 576, 1104]
mageirevontai-text: ΑΜΣΤΕΡΔΑΜ, 12 Ἰουνίου. (Τ. Ρ.) — Τηλεγραφοῦν ἐκ Βερολίνου ὅτι οἱ ἐφημερίδες τοῦ Βερολίνου γράφουν ὅτι περιεργότερα ζητήματα πολιτικὰ καὶ ἐπισήμως παρὰ τῆς Γερμανικῆς πολιτικῆς κύκλοις. Λέγεται ὅτι ἡ ἐπισημότης ἀπαιτήσει παραίτησιν τοῦ ὑπουργοῦ καὶ ὅτι ὁ Κιοῦμαν πρόκειται νὰ ἀποσυρθῇ. Αἱ ἐφημερίδες ἀσχολοῦνται ἐπὶ μακρὸν μὲ τὸ ζήτημα τῆς διαδοχῆς. Αἱ ἐφημερίδες σχολιάζουσαι τὴν κατάστασιν παρατηροῦν ὅτι ἡ κυβέρνησις ὀφείλει νὰ ἀποφασίσῃ ταχέως περὶ τῆς πορείας της.: [336, 122, 1076, 175]
hthesinon-sub: ΥΠΟΥΡΓΙΚΟΝ ΣΥΜΒΟΥΛΙΟΝ: [607, 1224, 805, 1240]
article-piave: [336, 312, 1076, 704]
kammer-heading: MAISON F. KAMMER: [107, 566, 311, 589]
section-rule: [586, 1184, 1076, 1185]
tsilimigkra-name: Α. ΤΣΙΛΙΜΙΓΚΡΑ: [137, 686, 281, 707]
mageirevontai-heading: ΜΑΓΕΙΡΕΥΟΝΤΑΙ ΠΟΛΛΑ ΤΑ ΠΕΡΙΕΡΓΑ: [405, 63, 1007, 96]
masthead-date: 14 Ιουνίου 1918: [95, 16, 229, 38]
